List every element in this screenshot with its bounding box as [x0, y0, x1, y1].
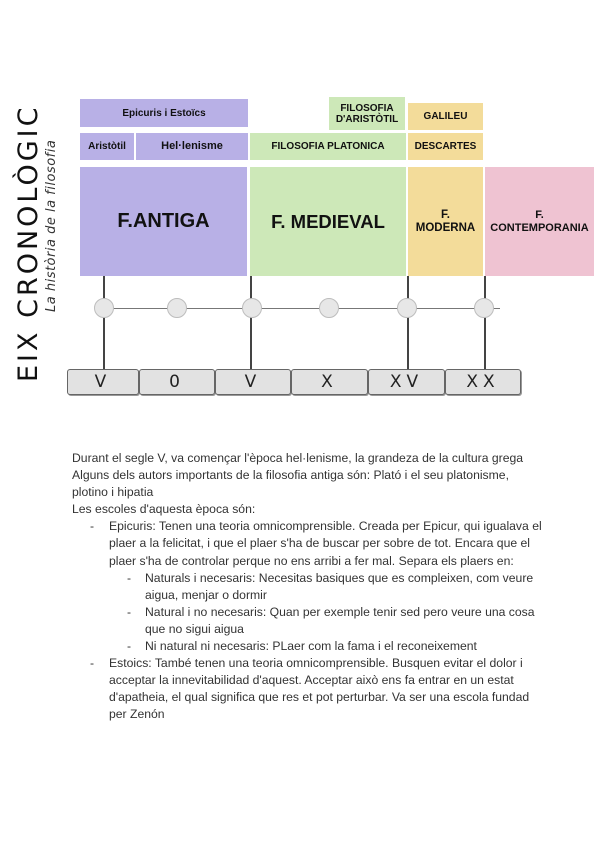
century-v: V [215, 369, 291, 395]
timeline-tick [250, 276, 252, 370]
timeline-node [242, 298, 262, 318]
list-subitem [72, 638, 542, 655]
era-contemporania: F. CONTEMPORANIA [485, 167, 594, 276]
galileu-box: GALILEU [408, 103, 483, 130]
list-dash: - [127, 639, 132, 654]
century-x: X [291, 369, 368, 395]
century-xx: XX [445, 369, 521, 395]
list-dash: - [127, 570, 132, 585]
timeline-node [167, 298, 187, 318]
timeline-tick [407, 276, 409, 370]
list-subitem [72, 604, 542, 638]
century-xv: XV [368, 369, 445, 395]
vertical-title [14, 105, 59, 383]
paragraph: Alguns dels autors importants de la filosofia antiga són: Plató i el seu platonisme, plotino i hipatia [72, 468, 509, 500]
list-subitem-text: Naturals i necesaris: Necesitas basiques que es compleixen, com veure aigua, menjar o dormir [145, 570, 534, 602]
timeline-tick [103, 276, 105, 370]
body-text [72, 450, 542, 724]
list-item-text: Estoics: També tenen una teoria omnicomprensible. Busquen evitar el dolor i acceptar la innevitabilidad d'aquest. Acceptar això ens fa entrar en un estat d'apatheia, el qual significa que res et pot perturbar. Va ser una escola fundad per Zenón [109, 656, 530, 722]
filosofia-aristotil-box: FILOSOFIA D'ARISTÒTIL [329, 97, 405, 130]
timeline-tick [484, 276, 486, 370]
main-title: EIX CRONOLÒGIC [13, 104, 44, 382]
list-dash: - [90, 519, 95, 534]
timeline-node [319, 298, 339, 318]
list-item-text: Epicuris: Tenen una teoria omnicomprensible. Creada per Epicur, qui igualava el plaer a la felicitat, i que el plaer s'ha de buscar per sobre de tot. Encara que el plaer s'ha de controlar perque no ens arribi a fer mal. Separa els plaers en: [109, 519, 542, 568]
epicuris-estoics-box: Epicuris i Estoïcs [80, 99, 248, 127]
descartes-box: DESCARTES [408, 133, 483, 160]
list-subitem [72, 570, 542, 604]
era-antiga: F.ANTIGA [80, 167, 247, 276]
era-medieval: F. MEDIEVAL [250, 167, 406, 276]
list-dash: - [127, 604, 132, 619]
list-subitem-text: Ni natural ni necesaris: PLaer com la fama i el reconeixement [145, 639, 477, 654]
timeline-node [94, 298, 114, 318]
subtitle: La història de la filosofia [44, 139, 59, 312]
list-dash: - [90, 656, 95, 671]
century-v-bc: V [67, 369, 139, 395]
filosofia-platonica-box: FILOSOFIA PLATONICA [250, 133, 406, 160]
aristotil-box: Aristòtil [80, 133, 134, 160]
list-item-estoics [72, 655, 542, 723]
timeline-node [397, 298, 417, 318]
paragraph: Durant el segle V, va començar l'època hel·lenisme, la grandeza de la cultura grega [72, 451, 524, 465]
timeline-node [474, 298, 494, 318]
paragraph: Les escoles d'aquesta època són: [72, 502, 256, 517]
timeline-horizontal-line [100, 308, 500, 309]
list-subitem-text: Natural i no necesaris: Quan per exemple tenir sed pero veure una cosa que no sigui aigua [145, 604, 535, 636]
century-0: 0 [139, 369, 215, 395]
list-item-epicurisme [72, 518, 542, 569]
era-moderna: F. MODERNA [408, 167, 483, 276]
hellenisme-box: Hel·lenisme [136, 133, 248, 160]
